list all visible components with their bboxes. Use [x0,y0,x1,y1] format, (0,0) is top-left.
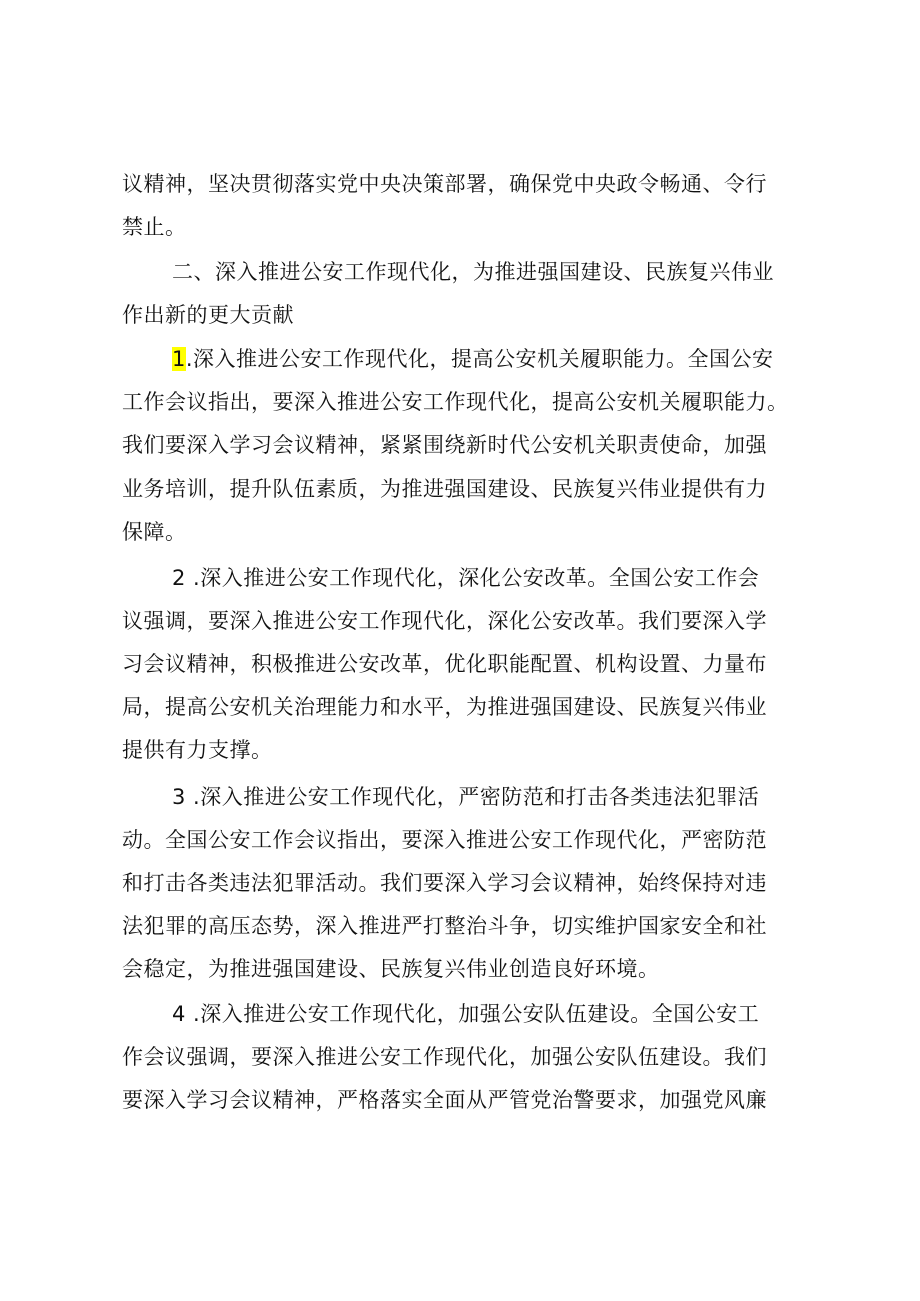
text-line: 会稳定，为推进强国建设、民族复兴伟业创造良好环境。 [122,957,660,981]
text-line: 工作会议指出，要深入推进公安工作现代化，提高公安机关履职能力。 [122,390,789,414]
text-line: 提供有力支撑。 [122,738,273,762]
text-line: 法犯罪的高压态势，深入推进严打整治斗争，切实维护国家安全和社 [122,914,767,938]
text-line: 4 .深入推进公安工作现代化，加强公安队伍建设。全国公安工 [172,1002,760,1026]
section-heading: 作出新的更大贡献 [122,303,294,327]
highlight-mark: 1 [172,347,186,371]
text-line [172,344,774,374]
text-line: 2 .深入推进公安工作现代化，深化公安改革。全国公安工作会 [172,566,760,590]
text-line: 局，提高公安机关治理能力和水平，为推进强国建设、民族复兴伟业 [122,695,767,719]
text-line: 业务培训，提升队伍素质，为推进强国建设、民族复兴伟业提供有力 [122,477,767,501]
text-line: 议强调，要深入推进公安工作现代化，深化公安改革。我们要深入学 [122,609,767,633]
text-line: 习会议精神，积极推进公安改革，优化职能配置、机构设置、力量布 [122,652,767,676]
text-line: 作会议强调，要深入推进公安工作现代化，加强公安队伍建设。我们 [122,1045,767,1069]
section-heading: 二、深入推进公安工作现代化，为推进强国建设、民族复兴伟业 [172,260,774,284]
text-line: 要深入学习会议精神，严格落实全面从严管党治警要求，加强党风廉 [122,1088,767,1112]
text-span: .深入推进公安工作现代化，提高公安机关履职能力。全国公安 [185,347,774,371]
text-line: 动。全国公安工作会议指出，要深入推进公安工作现代化，严密防范 [122,828,767,852]
text-line: 禁止。 [122,215,187,239]
text-line: 3 .深入推进公安工作现代化，严密防范和打击各类违法犯罪活 [172,785,760,809]
text-line: 我们要深入学习会议精神，紧紧围绕新时代公安机关职责使命，加强 [122,433,767,457]
text-line: 议精神，坚决贯彻落实党中央决策部署，确保党中央政令畅通、令行 [122,172,767,196]
text-line: 保障。 [122,520,187,544]
text-line: 和打击各类违法犯罪活动。我们要深入学习会议精神，始终保持对违 [122,871,767,895]
